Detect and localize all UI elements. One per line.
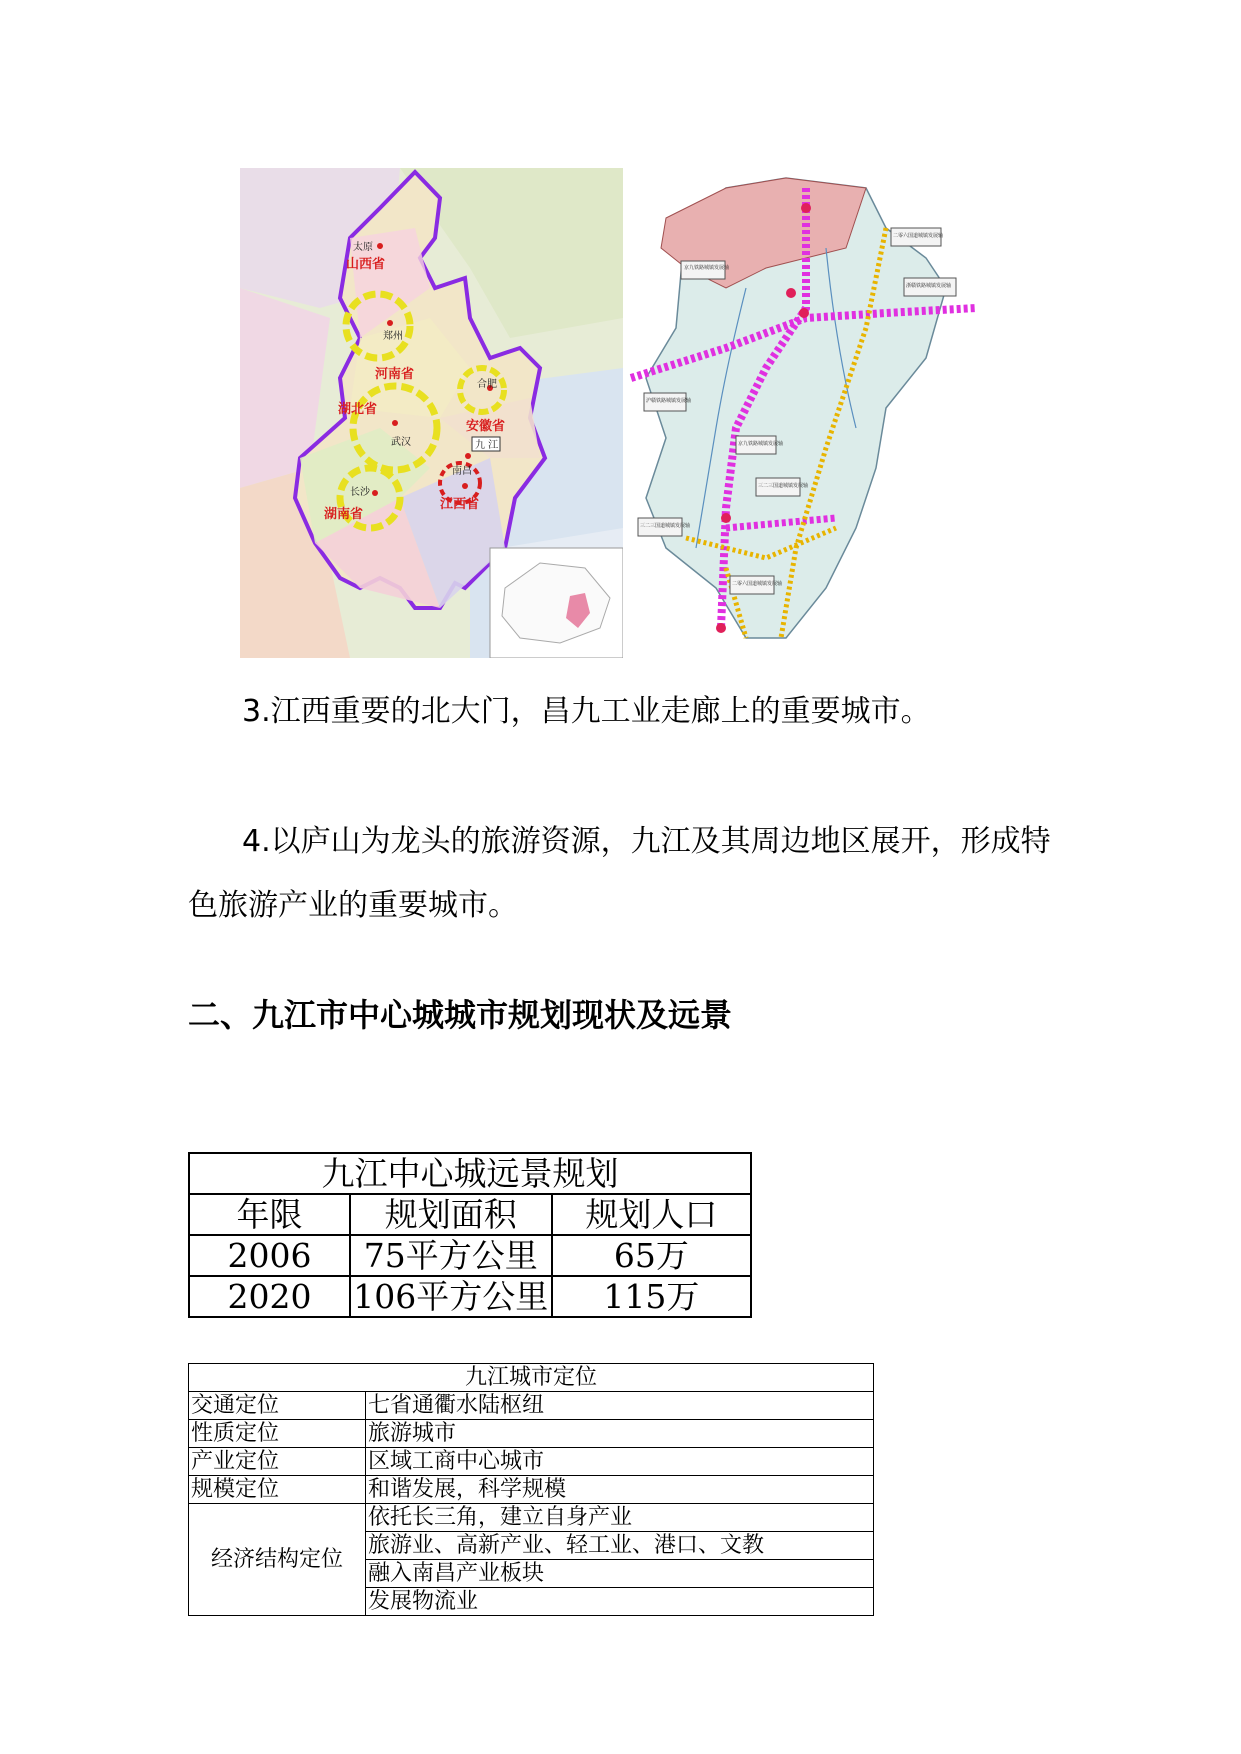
city-label-hefei: 合肥 [477, 379, 497, 390]
plan-table-header: 规划面积 [350, 1194, 552, 1235]
table-row [189, 1235, 751, 1276]
table-cell: 产业定位 [189, 1448, 366, 1476]
axis-label-4: 京九铁路城镇发展轴 [738, 441, 784, 447]
table-row [189, 1504, 874, 1532]
axis-label-8: 沪赣铁路城镇发展轴 [646, 398, 692, 404]
table-cell: 旅游业、高新产业、轻工业、港口、文教 [366, 1532, 874, 1560]
axis-label-6: 三二三国道城镇发展轴 [640, 523, 691, 529]
table-cell: 旅游城市 [366, 1420, 874, 1448]
city-label-taiyuan: 太原 [353, 242, 373, 253]
table-cell: 规模定位 [189, 1476, 366, 1504]
province-label-hubei: 湖北省 [338, 402, 378, 417]
table-row [189, 1448, 874, 1476]
table-cell: 和谐发展，科学规模 [366, 1476, 874, 1504]
table-cell: 区域工商中心城市 [366, 1448, 874, 1476]
table-cell: 性质定位 [189, 1420, 366, 1448]
plan-table [188, 1152, 752, 1318]
province-label-henan: 河南省 [375, 367, 415, 382]
table-cell: 依托长三角，建立自身产业 [366, 1504, 874, 1532]
jiangxi-development-axes-map [626, 168, 998, 654]
city-label-wuhan: 武汉 [391, 437, 411, 448]
table-cell: 65万 [552, 1235, 751, 1276]
position-table-title: 九江城市定位 [189, 1364, 874, 1392]
paragraph-4: 4.以庐山为龙头的旅游资源，九江及其周边地区展开，形成特色旅游产业的重要城市。 [188, 824, 1051, 923]
province-label-shanxi: 山西省 [346, 257, 386, 272]
plan-table-title: 九江中心城远景规划 [189, 1153, 751, 1194]
plan-table-header: 规划人口 [552, 1194, 751, 1235]
axis-label-2: 二零六国道城镇发展轴 [893, 233, 944, 239]
city-label-changsha: 长沙 [350, 487, 370, 498]
axis-label-7: 二零六国道城镇发展轴 [732, 581, 783, 587]
plan-table-header: 年限 [189, 1194, 350, 1235]
table-cell: 106平方公里 [350, 1276, 552, 1317]
position-table [188, 1363, 874, 1616]
section-heading: 二、九江市中心城城市规划现状及远景 [188, 996, 733, 1034]
province-label-anhui: 安徽省 [466, 419, 506, 434]
table-cell: 2020 [189, 1276, 350, 1317]
economy-label: 经济结构定位 [189, 1504, 366, 1616]
table-cell: 2006 [189, 1235, 350, 1276]
table-row [189, 1420, 874, 1448]
axis-label-3: 浙赣铁路城镇发展轴 [906, 283, 952, 289]
axis-label-5: 三二三国道城镇发展轴 [758, 483, 809, 489]
city-label-nanchang: 南昌 [452, 466, 472, 477]
table-cell: 发展物流业 [366, 1588, 874, 1616]
table-cell: 融入南昌产业板块 [366, 1560, 874, 1588]
table-row [189, 1392, 874, 1420]
callout-jiujiang: 九 江 [475, 440, 499, 451]
province-label-hunan: 湖南省 [324, 507, 364, 522]
city-label-zhengzhou: 郑州 [383, 331, 403, 342]
table-cell: 交通定位 [189, 1392, 366, 1420]
table-row [189, 1276, 751, 1317]
table-row [189, 1476, 874, 1504]
table-cell: 75平方公里 [350, 1235, 552, 1276]
paragraph-3: 3.江西重要的北大门，昌九工业走廊上的重要城市。 [242, 694, 931, 729]
central-china-map [240, 168, 623, 658]
table-cell: 七省通衢水陆枢纽 [366, 1392, 874, 1420]
table-cell: 115万 [552, 1276, 751, 1317]
axis-label-1: 京九铁路城镇发展轴 [684, 265, 730, 271]
province-label-jiangxi: 江西省 [440, 497, 480, 512]
